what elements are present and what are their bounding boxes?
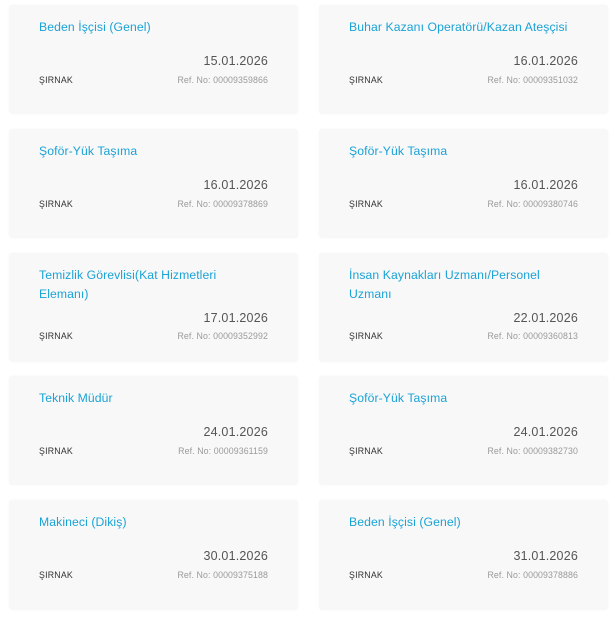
job-date: 24.01.2026 — [203, 425, 268, 439]
job-card[interactable] — [9, 500, 298, 610]
job-date: 16.01.2026 — [203, 178, 268, 192]
job-city: ŞIRNAK — [349, 75, 383, 85]
job-card[interactable] — [319, 500, 608, 610]
job-ref-no: Ref. No: 00009382730 — [487, 446, 578, 456]
job-city: ŞIRNAK — [39, 446, 73, 456]
job-date: 22.01.2026 — [513, 311, 578, 325]
job-card[interactable] — [9, 376, 298, 485]
job-ref-no: Ref. No: 00009375188 — [177, 570, 268, 580]
job-date: 17.01.2026 — [203, 311, 268, 325]
job-title[interactable]: Temizlik Görevlisi(Kat Hizmetleri Elemanı) — [39, 268, 217, 301]
job-city: ŞIRNAK — [39, 570, 73, 580]
job-city: ŞIRNAK — [349, 199, 383, 209]
job-ref-no: Ref. No: 00009360813 — [487, 331, 578, 341]
job-ref-no: Ref. No: 00009378869 — [177, 199, 268, 209]
job-title[interactable]: Buhar Kazanı Operatörü/Kazan Ateşçisi — [349, 20, 568, 34]
job-date: 16.01.2026 — [513, 178, 578, 192]
job-title[interactable]: Teknik Müdür — [39, 391, 113, 405]
job-ref-no: Ref. No: 00009361159 — [178, 446, 268, 456]
job-card[interactable] — [9, 5, 298, 114]
job-card[interactable] — [319, 129, 608, 238]
job-ref-no: Ref. No: 00009359866 — [177, 75, 268, 85]
job-ref-no: Ref. No: 00009378886 — [487, 570, 578, 580]
job-card[interactable] — [319, 253, 608, 362]
job-city: ŞIRNAK — [39, 331, 73, 341]
job-title[interactable]: Beden İşçisi (Genel) — [349, 515, 461, 529]
job-date: 31.01.2026 — [513, 549, 578, 563]
job-city: ŞIRNAK — [39, 199, 73, 209]
job-ref-no: Ref. No: 00009380746 — [487, 199, 578, 209]
job-card[interactable] — [9, 253, 298, 362]
job-title[interactable]: Makineci (Dikiş) — [39, 515, 127, 529]
job-ref-no: Ref. No: 00009352992 — [177, 331, 268, 341]
job-card[interactable] — [9, 129, 298, 238]
job-date: 24.01.2026 — [513, 425, 578, 439]
job-city: ŞIRNAK — [349, 570, 383, 580]
job-city: ŞIRNAK — [349, 446, 383, 456]
job-title[interactable]: Şoför-Yük Taşıma — [39, 144, 138, 158]
job-city: ŞIRNAK — [39, 75, 73, 85]
job-city: ŞIRNAK — [349, 331, 383, 341]
job-date: 16.01.2026 — [513, 54, 578, 68]
job-card[interactable] — [319, 5, 608, 114]
job-date: 15.01.2026 — [203, 54, 268, 68]
job-ref-no: Ref. No: 00009351032 — [487, 75, 578, 85]
job-title[interactable]: Şoför-Yük Taşıma — [349, 391, 448, 405]
job-title[interactable]: Beden İşçisi (Genel) — [39, 20, 151, 34]
job-date: 30.01.2026 — [203, 549, 268, 563]
job-title[interactable]: İnsan Kaynakları Uzmanı/Personel Uzmanı — [349, 268, 540, 301]
job-title[interactable]: Şoför-Yük Taşıma — [349, 144, 448, 158]
job-card[interactable] — [319, 376, 608, 485]
